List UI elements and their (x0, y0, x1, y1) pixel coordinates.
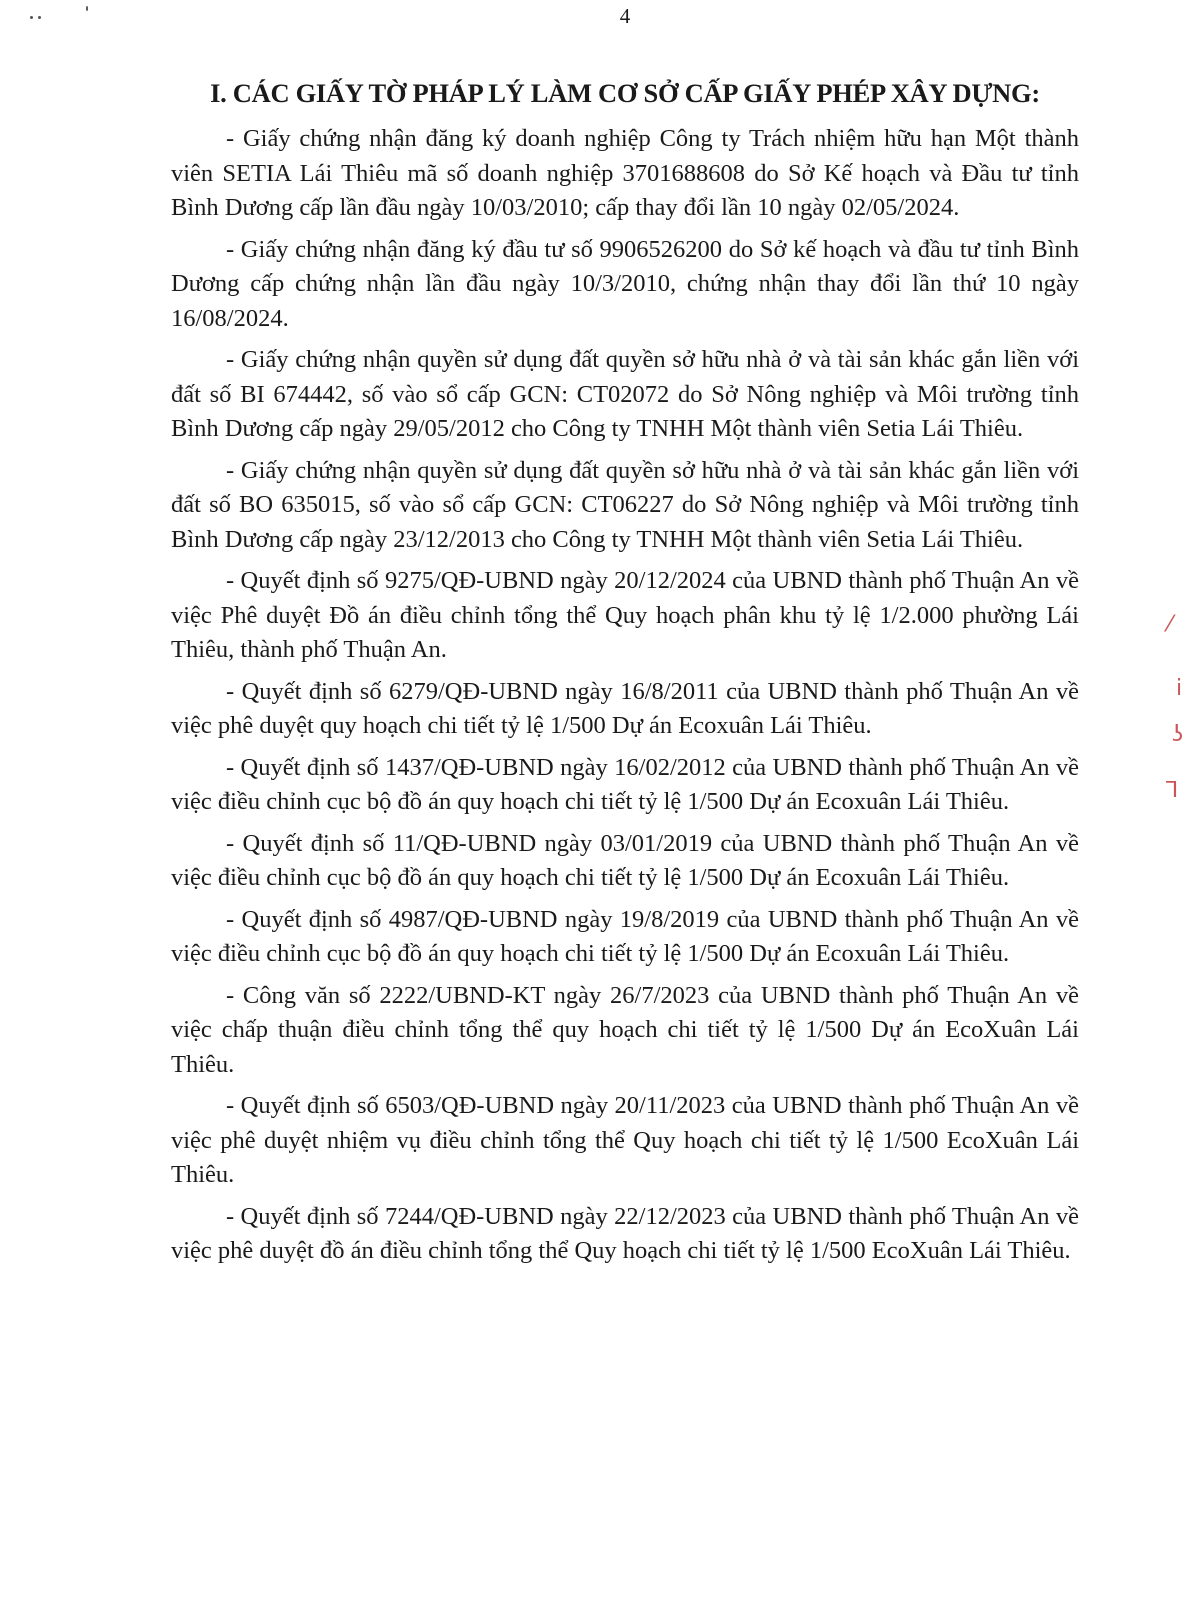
stamp-fragment: ʖ (1172, 722, 1184, 747)
stamp-fragment: ⁄ (1168, 612, 1172, 637)
legal-document-item: - Quyết định số 11/QĐ-UBND ngày 03/01/2019 của UBND thành phố Thuận An về việc điều chỉnh cục bộ đồ án quy hoạch chi tiết tỷ lệ 1/500 Dự án Ecoxuân Lái Thiêu. (171, 829, 1079, 891)
page-number: 4 (619, 4, 631, 28)
legal-document-item: - Quyết định số 9275/QĐ-UBND ngày 20/12/2024 của UBND thành phố Thuận An về việc Phê duyệt Đồ án điều chỉnh tổng thể Quy hoạch phân khu tỷ lệ 1/2.000 phường Lái Thiêu, thành phố Thuận An. (171, 567, 1079, 663)
legal-document-item: - Giấy chứng nhận đăng ký doanh nghiệp Công ty Trách nhiệm hữu hạn Một thành viên SETIA Lái Thiêu mã số doanh nghiệp 3701688608 do Sở Kế hoạch và Đầu tư tỉnh Bình Dương cấp lần đầu ngày 10/03/2010; cấp thay đổi lần 10 ngày 02/05/2024. (171, 125, 1079, 221)
legal-document-item: - Quyết định số 7244/QĐ-UBND ngày 22/12/2023 của UBND thành phố Thuận An về việc phê duyệt đồ án điều chỉnh tổng thể Quy hoạch chi tiết tỷ lệ 1/500 EcoXuân Lái Thiêu. (171, 1202, 1079, 1264)
legal-document-item: - Quyết định số 6279/QĐ-UBND ngày 16/8/2011 của UBND thành phố Thuận An về việc phê duyệt quy hoạch chi tiết tỷ lệ 1/500 Dự án Ecoxuân Lái Thiêu. (171, 677, 1079, 739)
document-body (171, 122, 1079, 1276)
legal-document-item: - Quyết định số 4987/QĐ-UBND ngày 19/8/2019 của UBND thành phố Thuận An về việc điều chỉnh cục bộ đồ án quy hoạch chi tiết tỷ lệ 1/500 Dự án Ecoxuân Lái Thiêu. (171, 905, 1079, 967)
legal-document-item: - Quyết định số 1437/QĐ-UBND ngày 16/02/2012 của UBND thành phố Thuận An về việc điều chỉnh cục bộ đồ án quy hoạch chi tiết tỷ lệ 1/500 Dự án Ecoxuân Lái Thiêu. (171, 753, 1079, 815)
stamp-fragment: ⅂ (1166, 778, 1179, 803)
legal-document-item: - Giấy chứng nhận quyền sử dụng đất quyền sở hữu nhà ở và tài sản khác gắn liền với đất số BI 674442, số vào sổ cấp GCN: CT02072 do Sở Nông nghiệp và Môi trường tỉnh Bình Dương cấp ngày 29/05/2012 cho Công ty TNHH Một thành viên Setia Lái Thiêu. (171, 346, 1079, 442)
legal-document-item: - Quyết định số 6503/QĐ-UBND ngày 20/11/2023 của UBND thành phố Thuận An về việc phê duyệt nhiệm vụ điều chỉnh tổng thể Quy hoạch chi tiết tỷ lệ 1/500 EcoXuân Lái Thiêu. (171, 1092, 1079, 1188)
legal-document-item: - Giấy chứng nhận đăng ký đầu tư số 9906526200 do Sở kế hoạch và đầu tư tỉnh Bình Dương cấp chứng nhận lần đầu ngày 10/3/2010, chứng nhận thay đổi lần thứ 10 ngày 16/08/2024. (171, 235, 1079, 332)
section-title: I. CÁC GIẤY TỜ PHÁP LÝ LÀM CƠ SỞ CẤP GIẤY PHÉP XÂY DỰNG: (210, 78, 1040, 108)
stamp-fragment: ⅰ (1176, 676, 1183, 701)
legal-document-item: - Công văn số 2222/UBND-KT ngày 26/7/2023 của UBND thành phố Thuận An về việc chấp thuận điều chỉnh tổng thể quy hoạch chi tiết tỷ lệ 1/500 Dự án EcoXuân Lái Thiêu. (171, 981, 1079, 1078)
legal-document-item: - Giấy chứng nhận quyền sử dụng đất quyền sở hữu nhà ở và tài sản khác gắn liền với đất số BO 635015, số vào sổ cấp GCN: CT06227 do Sở Nông nghiệp và Môi trường tỉnh Bình Dương cấp ngày 23/12/2013 cho Công ty TNHH Một thành viên Setia Lái Thiêu. (171, 456, 1079, 553)
